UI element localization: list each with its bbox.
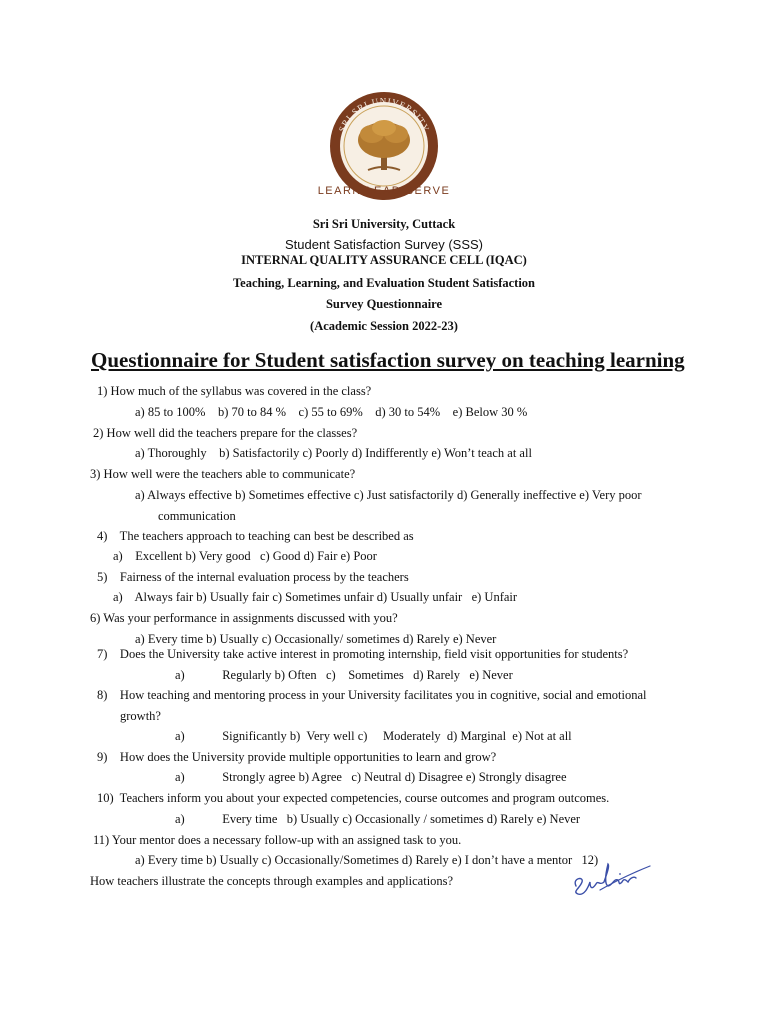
question-10: 10) Teachers inform you about your expected competencies, course outcomes and program outcomes.: [97, 791, 610, 805]
question-6: 6) Was your performance in assignments discussed with you?: [90, 611, 398, 625]
question-8-cont: growth?: [120, 709, 161, 723]
iqac-heading: INTERNAL QUALITY ASSURANCE CELL (IQAC): [241, 253, 527, 267]
university-name: Sri Sri University, Cuttack: [312, 217, 456, 231]
question-8: 8) How teaching and mentoring process in your University facilitates you in cognitive, social and emotional: [97, 688, 647, 702]
question-12: How teachers illustrate the concepts through examples and applications?: [90, 874, 454, 888]
question-3-options-cont: communication: [158, 509, 236, 523]
question-7: 7) Does the University take active interest in promoting internship, field visit opportunities for students?: [97, 647, 629, 661]
survey-name: Student Satisfaction Survey (SSS): [285, 237, 483, 252]
question-7-options: a) Regularly b) Often c) Sometimes d) Rarely e) Never: [175, 668, 513, 682]
subtitle-line-2: Survey Questionnaire: [325, 297, 443, 311]
question-10-options: a) Every time b) Usually c) Occasionally / sometimes d) Rarely e) Never: [175, 812, 581, 826]
signature: [570, 852, 652, 898]
question-5-options: a) Always fair b) Usually fair c) Sometimes unfair d) Usually unfair e) Unfair: [113, 590, 518, 604]
question-3: 3) How well were the teachers able to communicate?: [90, 467, 356, 481]
question-6-options: a) Every time b) Usually c) Occasionally/ sometimes d) Rarely e) Never: [135, 632, 497, 646]
question-9-options: a) Strongly agree b) Agree c) Neutral d) Disagree e) Strongly disagree: [175, 770, 567, 784]
question-2-options: a) Thoroughly b) Satisfactorily c) Poorly d) Indifferently e) Won’t teach at all: [135, 446, 532, 460]
question-4: 4) The teachers approach to teaching can best be described as: [97, 529, 414, 543]
svg-text:SRI SRI UNIVERSITY: SRI SRI UNIVERSITY: [336, 95, 432, 134]
academic-session: (Academic Session 2022-23): [310, 319, 458, 333]
question-2: 2) How well did the teachers prepare for the classes?: [93, 426, 358, 440]
subtitle-line-1: Teaching, Learning, and Evaluation Student Satisfaction: [232, 276, 536, 290]
question-1-options: a) 85 to 100% b) 70 to 84 % c) 55 to 69% d) 30 to 54% e) Below 30 %: [135, 405, 528, 419]
question-1: 1) How much of the syllabus was covered in the class?: [97, 384, 372, 398]
question-4-options: a) Excellent b) Very good c) Good d) Fair e) Poor: [113, 549, 377, 563]
question-9: 9) How does the University provide multiple opportunities to learn and grow?: [97, 750, 497, 764]
question-5: 5) Fairness of the internal evaluation process by the teachers: [97, 570, 409, 584]
logo-tagline: LEARN LEAD SERVE: [317, 185, 451, 197]
questionnaire-title: Questionnaire for Student satisfaction survey on teaching learning: [91, 348, 685, 372]
question-11: 11) Your mentor does a necessary follow-up with an assigned task to you.: [93, 833, 462, 847]
question-3-options: a) Always effective b) Sometimes effective c) Just satisfactorily d) Generally ineffective e) Very poor: [135, 488, 642, 502]
question-8-options: a) Significantly b) Very well c) Moderately d) Marginal e) Not at all: [175, 729, 572, 743]
question-11-options: a) Every time b) Usually c) Occasionally/Sometimes d) Rarely e) I don’t have a mentor 12): [135, 853, 599, 867]
